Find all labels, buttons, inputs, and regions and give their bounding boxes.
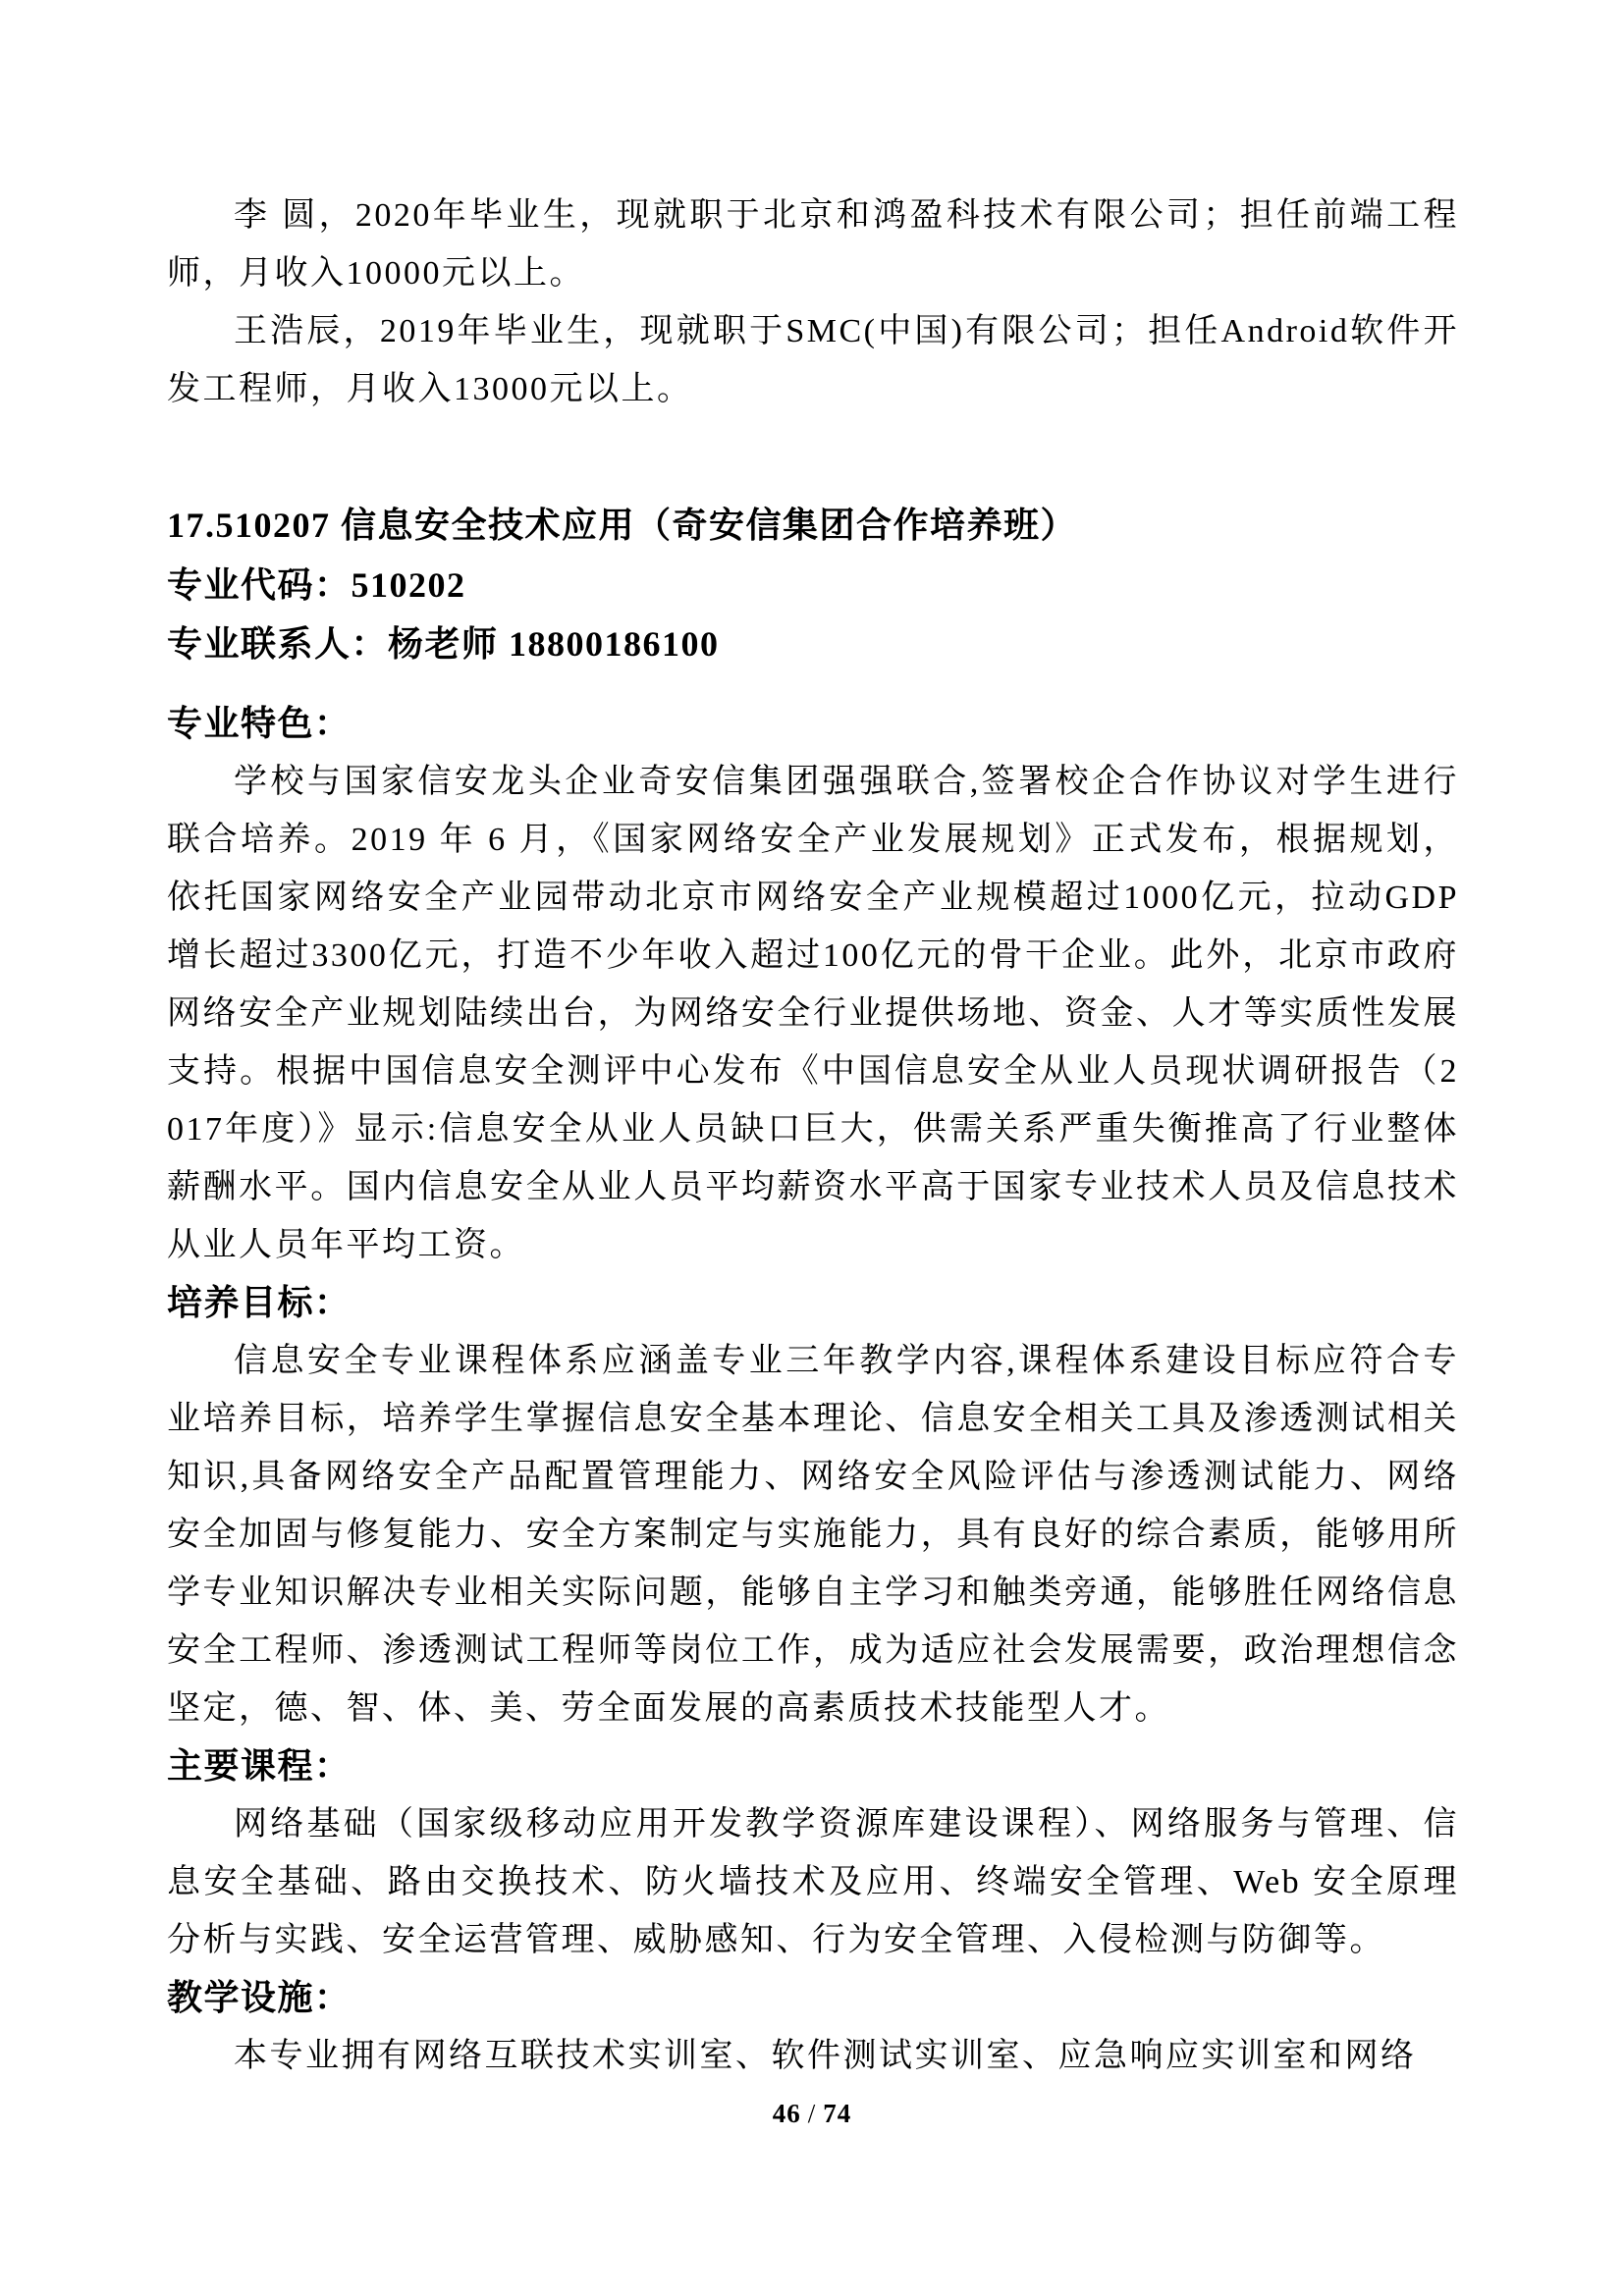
alumni-paragraph-wang-haochen: 王浩辰，2019年毕业生，现就职于SMC(中国)有限公司；担任Android软件开发工程师，月收入13000元以上。 [167, 313, 1459, 407]
page-number-current: 46 [772, 2099, 801, 2128]
subsection-heading-major-features: 专业特色： [167, 704, 352, 743]
contact-label: 专业联系人： [167, 624, 389, 664]
subsection-paragraph-teaching-facilities: 本专业拥有网络互联技术实训室、软件测试实训室、应急响应实训室和网络 [234, 2038, 1417, 2074]
subsection-heading-main-courses: 主要课程： [167, 1746, 352, 1786]
page-footer [0, 2099, 1624, 2129]
subsection-paragraph-training-objectives: 信息安全专业课程体系应涵盖专业三年教学内容,课程体系建设目标应符合专业培养目标，培养学生掌握信息安全基本理论、信息安全相关工具及渗透测试相关知识,具备网络安全产品配置管理能力、网络安全风险评估与渗透测试能力、网络安全加固与修复能力、安全方案制定与实施能力，具有良好的综合素质，能够用所学专业知识解决专业相关实际问题，能够自主学习和触类旁通，能够胜任网络信息安全工程师、渗透测试工程师等岗位工作，成为适应社会发展需要，政治理想信念坚定，德、智、体、美、劳全面发展的高素质技术技能型人才。 [167, 1343, 1459, 1727]
subsection-paragraph-main-courses: 网络基础（国家级移动应用开发教学资源库建设课程）、网络服务与管理、信息安全基础、路由交换技术、防火墙技术及应用、终端安全管理、Web 安全原理分析与实践、安全运营管理、威胁感知、行为安全管理、入侵检测与防御等。 [167, 1806, 1459, 1958]
subsection-paragraph-major-features: 学校与国家信安龙头企业奇安信集团强强联合,签署校企合作协议对学生进行联合培养。2019 年 6 月，《国家网络安全产业发展规划》正式发布，根据规划，依托国家网络安全产业园带动北京市网络安全产业规模超过1000亿元，拉动GDP增长超过3300亿元，打造不少年收入超过100亿元的骨干企业。此外，北京市政府网络安全产业规划陆续出台，为网络安全行业提供场地、资金、人才等实质性发展支持。根据中国信息安全测评中心发布《中国信息安全从业人员现状调研报告（2017年度）》显示:信息安全从业人员缺口巨大，供需关系严重失衡推高了行业整体薪酬水平。国内信息安全从业人员平均薪资水平高于国家专业技术人员及信息技术从业人员年平均工资。 [167, 764, 1459, 1263]
contact-value: 杨老师 18800186100 [388, 624, 720, 664]
page-number-separator: / [807, 2099, 817, 2128]
major-code-value: 510202 [351, 565, 466, 605]
alumni-paragraph-li-yuan: 李 圆，2020年毕业生，现就职于北京和鸿盈科技术有限公司；担任前端工程师，月收入10000元以上。 [167, 197, 1459, 292]
section-title: 17.510207 信息安全技术应用（奇安信集团合作培养班） [167, 506, 1078, 545]
subsection-heading-training-objectives: 培养目标： [167, 1283, 352, 1322]
subsection-heading-teaching-facilities: 教学设施： [167, 1978, 352, 2017]
major-code-label: 专业代码： [167, 565, 352, 605]
major-code-line [167, 556, 1459, 614]
contact-line [167, 614, 1459, 673]
page-number-total: 74 [823, 2099, 852, 2128]
